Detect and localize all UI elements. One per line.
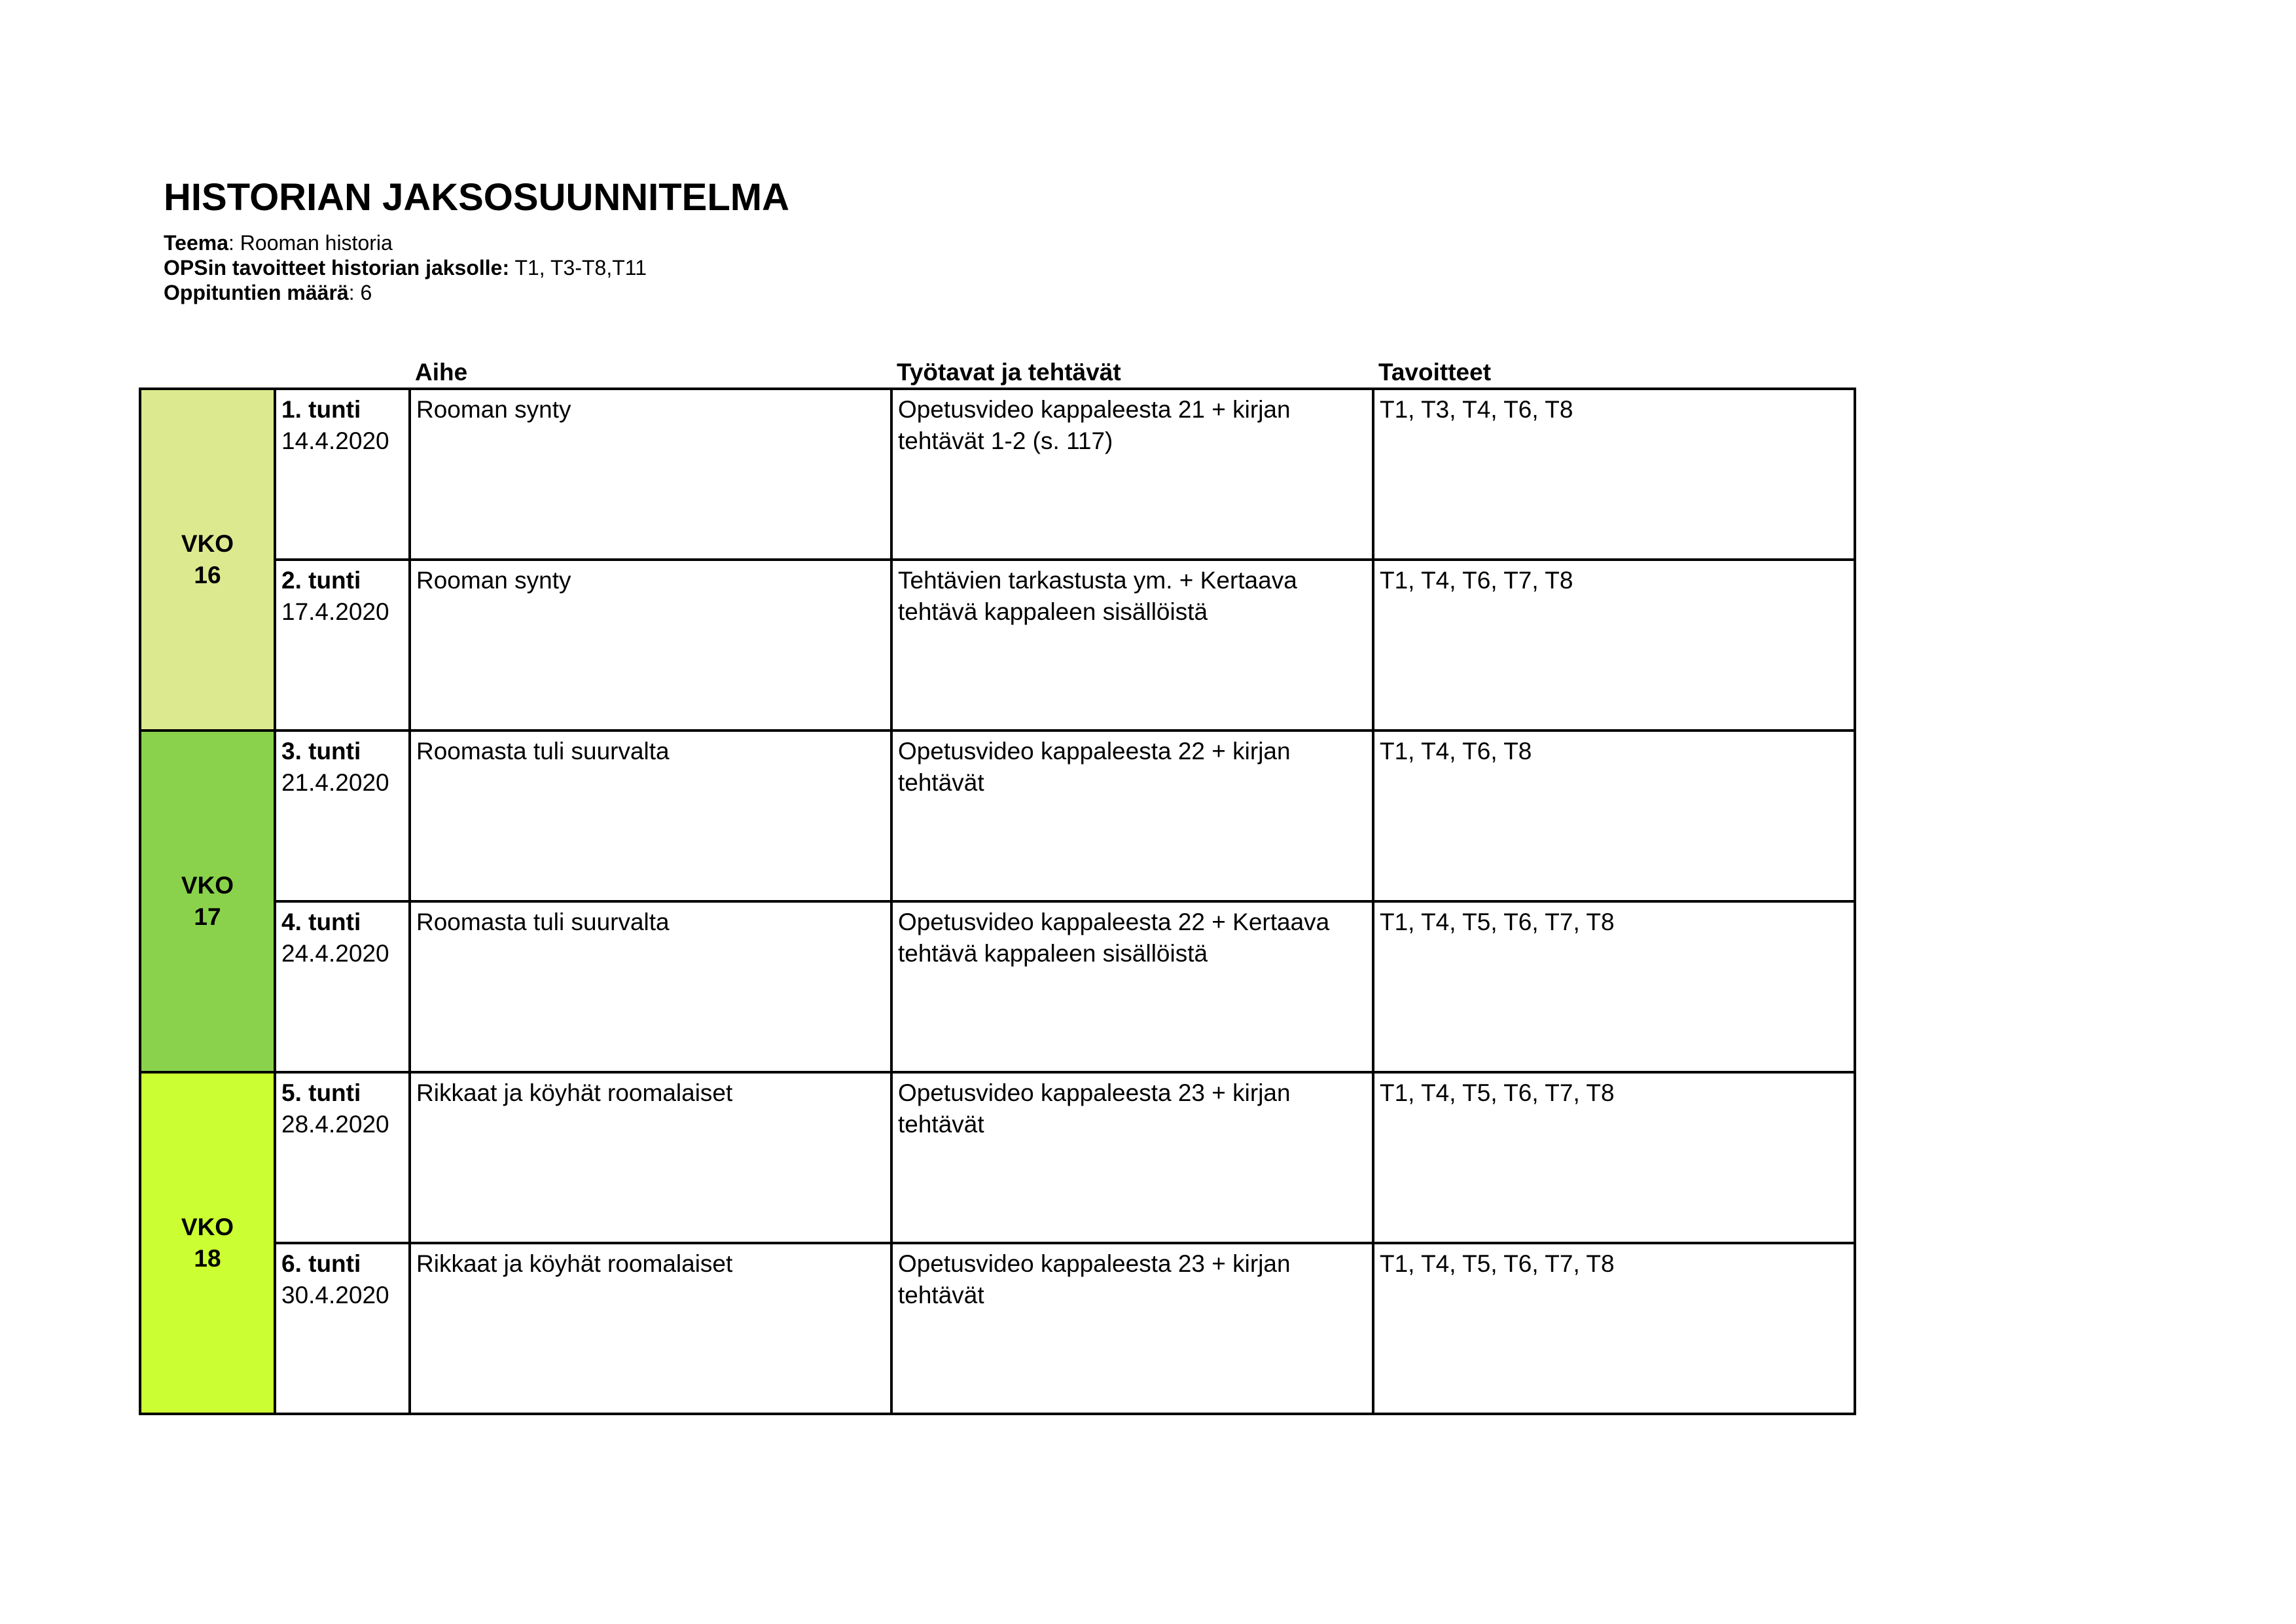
methods-cell: Opetusvideo kappaleesta 23 + kirjan tehtävät <box>891 1243 1373 1414</box>
header-lesson <box>275 355 410 389</box>
plan-meta <box>164 230 647 305</box>
table-row <box>140 1072 1855 1243</box>
lessons-count-label: Oppituntien määrä <box>164 281 349 304</box>
week-number: 18 <box>194 1245 221 1272</box>
week-number: 16 <box>194 562 221 588</box>
week-cell <box>140 389 275 731</box>
week-label: VKO <box>181 530 234 557</box>
lesson-number: 6. tunti <box>281 1250 361 1277</box>
table-row <box>140 1243 1855 1414</box>
table-row <box>140 901 1855 1072</box>
lesson-plan-table <box>139 355 1856 1415</box>
topic-cell: Rooman synty <box>410 560 891 731</box>
goals-value: T1, T3-T8,T11 <box>509 256 647 280</box>
topic-cell: Roomasta tuli suurvalta <box>410 901 891 1072</box>
lesson-date: 24.4.2020 <box>281 940 389 967</box>
lesson-number: 3. tunti <box>281 738 361 765</box>
lessons-count-value: : 6 <box>348 281 372 304</box>
header-goals: Tavoitteet <box>1378 359 1492 386</box>
lesson-cell <box>275 731 410 901</box>
topic-cell: Rooman synty <box>410 389 891 560</box>
lessons-count-line <box>164 280 647 305</box>
topic-cell: Rikkaat ja köyhät roomalaiset <box>410 1072 891 1243</box>
lesson-date: 28.4.2020 <box>281 1111 389 1138</box>
goals-cell: T1, T4, T5, T6, T7, T8 <box>1373 1072 1855 1243</box>
methods-cell: Opetusvideo kappaleesta 21 + kirjan tehtävät 1-2 (s. 117) <box>891 389 1373 560</box>
theme-label: Teema <box>164 231 229 255</box>
topic-cell: Rikkaat ja köyhät roomalaiset <box>410 1243 891 1414</box>
table-header-row <box>140 355 1855 389</box>
header-topic: Aihe <box>415 359 468 386</box>
methods-cell: Opetusvideo kappaleesta 22 + kirjan tehtävät <box>891 731 1373 901</box>
header-week <box>140 355 275 389</box>
topic-cell: Roomasta tuli suurvalta <box>410 731 891 901</box>
lesson-number: 4. tunti <box>281 909 361 935</box>
theme-line <box>164 230 647 255</box>
week-number: 17 <box>194 903 221 930</box>
goals-cell: T1, T4, T6, T8 <box>1373 731 1855 901</box>
goals-cell: T1, T4, T5, T6, T7, T8 <box>1373 1243 1855 1414</box>
methods-cell: Tehtävien tarkastusta ym. + Kertaava tehtävä kappaleen sisällöistä <box>891 560 1373 731</box>
lesson-date: 21.4.2020 <box>281 769 389 796</box>
page-title: HISTORIAN JAKSOSUUNNITELMA <box>164 176 789 219</box>
lesson-date: 14.4.2020 <box>281 427 389 454</box>
lesson-cell <box>275 560 410 731</box>
methods-cell: Opetusvideo kappaleesta 22 + Kertaava tehtävä kappaleen sisällöistä <box>891 901 1373 1072</box>
week-label: VKO <box>181 872 234 899</box>
week-cell <box>140 731 275 1072</box>
goals-cell: T1, T4, T6, T7, T8 <box>1373 560 1855 731</box>
table-row <box>140 560 1855 731</box>
lesson-cell <box>275 1072 410 1243</box>
lesson-cell <box>275 901 410 1072</box>
goals-cell: T1, T4, T5, T6, T7, T8 <box>1373 901 1855 1072</box>
methods-cell: Opetusvideo kappaleesta 23 + kirjan tehtävät <box>891 1072 1373 1243</box>
week-cell <box>140 1072 275 1414</box>
table-row <box>140 389 1855 560</box>
goals-line <box>164 255 647 280</box>
header-methods: Työtavat ja tehtävät <box>897 359 1121 386</box>
lesson-number: 2. tunti <box>281 567 361 594</box>
lesson-number: 1. tunti <box>281 396 361 423</box>
theme-value: : Rooman historia <box>228 231 393 255</box>
lesson-cell <box>275 1243 410 1414</box>
lesson-cell <box>275 389 410 560</box>
lesson-number: 5. tunti <box>281 1079 361 1106</box>
table-row <box>140 731 1855 901</box>
lesson-date: 30.4.2020 <box>281 1282 389 1308</box>
goals-label: OPSin tavoitteet historian jaksolle: <box>164 256 510 280</box>
goals-cell: T1, T3, T4, T6, T8 <box>1373 389 1855 560</box>
lesson-date: 17.4.2020 <box>281 598 389 625</box>
week-label: VKO <box>181 1214 234 1240</box>
